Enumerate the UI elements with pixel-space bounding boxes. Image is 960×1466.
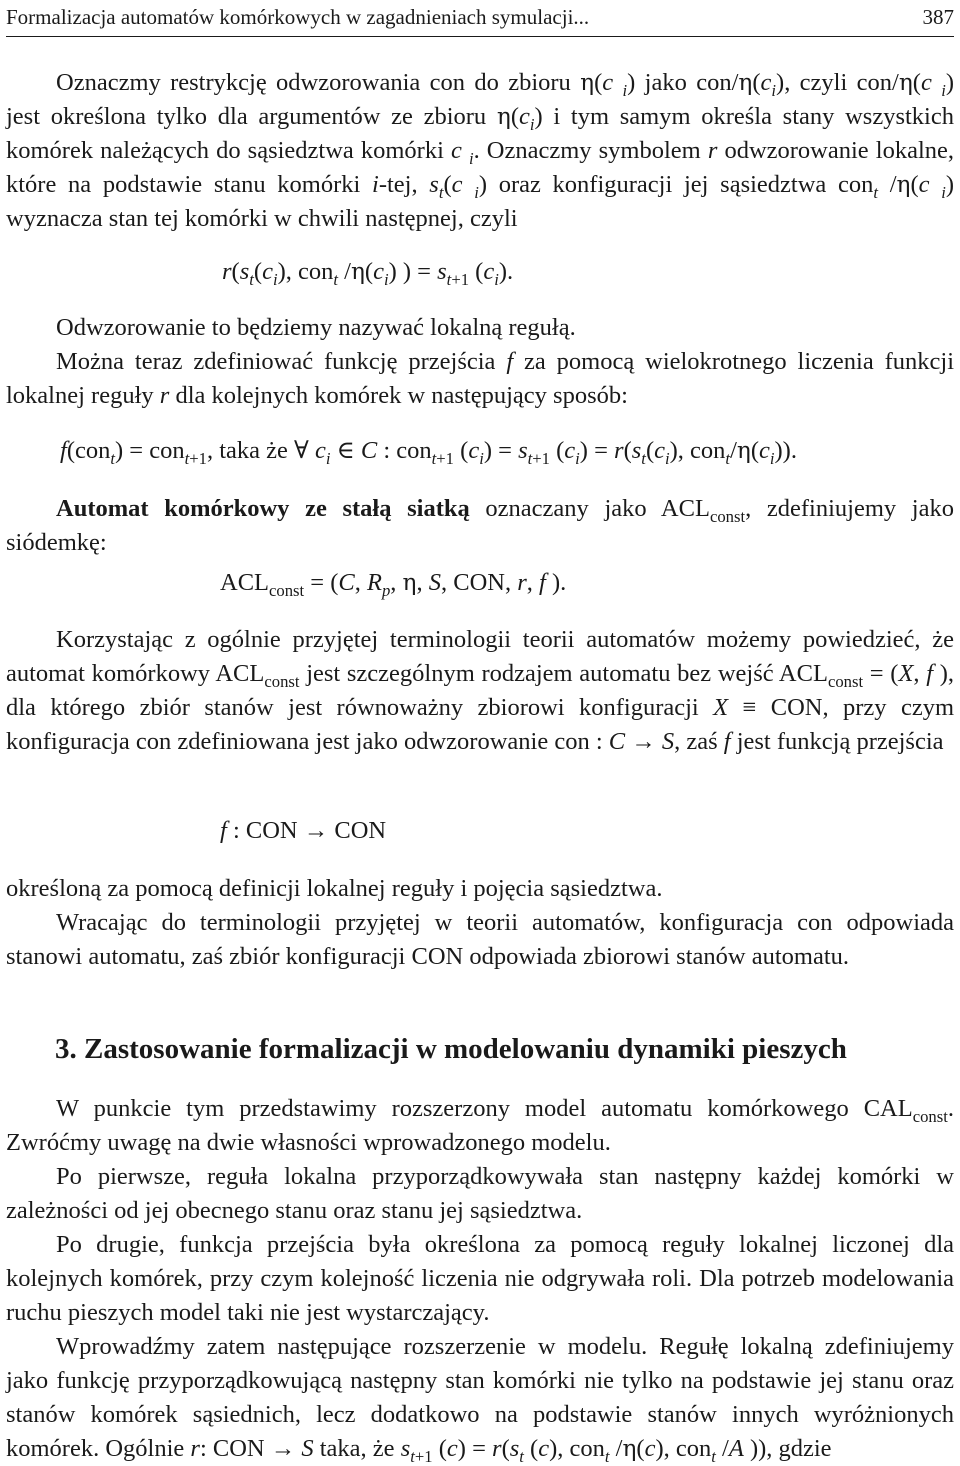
equation-acl-tuple: $ACL_{const} = (C$, $R_p$, η, S, CON, r, f ). xyxy=(220,569,567,600)
equation-transition: f(con$_t$) = con$_{t+1}$, taka że ∀ $c_i$ ∈ C : con$_{t+1}$ $(c_i) = s_{t+1}$ $(c_i) = r(s_t(c_i)$, $con_t/\eta(c_i)$). xyxy=(60,437,797,468)
running-title: Formalizacja automatów komórkowych w zagadnieniach symulacji... xyxy=(6,5,590,29)
defined-term: Automat komórkowy ze stałą siatką xyxy=(56,495,470,522)
paragraph-transition-function: Można teraz zdefiniować funkcję przejścia f za pomocą wielokrotnego liczenia funkcji lokalnej reguły r dla kolejnych komórek w następujący sposób: xyxy=(6,348,954,409)
paragraph-first-property: Po pierwsze, reguła lokalna przyporządkowywała stan następny każdej komórki w zależności od jej obecnego stanu oraz stanu jej sąsiedztwa. xyxy=(6,1163,954,1224)
paragraph-extended-model: W punkcie tym przedstawimy rozszerzony model automatu komórkowego $CAL_{const}$. Zwróćmy uwagę na dwie własności wprowadzonego modelu. xyxy=(6,1095,954,1156)
header-rule xyxy=(6,36,954,37)
paragraph-restriction: Oznaczmy restrykcję odwzorowania con do zbioru η(c $_i$) jako con/$\eta(c_i)$, czyli con/η(c $_i$) jest określona tylko dla argumentów ze zbioru $\eta(c_i)$ i tym samym określa stany wszystkich komórek należących do sąsiedztwa komórki c $_i$. Oznaczmy symbolem r odwzorowanie lokalne, które na podstawie stanu komórki i-tej, $s_t(c$ $_i$) oraz konfiguracji jej sąsiedztwa con$_t$ /η(c $_i$) wyznacza stan tej komórki w chwili następnej, czyli xyxy=(6,69,955,232)
paragraph-extension: Wprowadźmy zatem następujące rozszerzenie w modelu. Regułę lokalną zdefiniujemy jako funkcję przyporządkowującą następny stan komórki nie tylko na podstawie jej stanu oraz stanów komórek sąsiednich, lecz dodatkowo na podstawie stanów innych wyróżnionych komórek. Ogólnie r: CON → S taka, że $s_{t+1}$ $(c) = r(s_t$ (c), con$_t$ /η(c), con$_t$ /A )), gdzie xyxy=(6,1333,954,1466)
paragraph-defined-by: określoną za pomocą definicji lokalnej reguły i pojęcia sąsiedztwa. xyxy=(6,875,663,902)
running-header xyxy=(6,4,954,30)
paragraph-terminology: Wracając do terminologii przyjętej w teorii automatów, konfiguracja con odpowiada stanowi automatu, zaś zbiór konfiguracji CON odpowiada zbiorowi stanów automatu. xyxy=(6,909,954,970)
page-number: 387 xyxy=(922,5,954,29)
paragraph-second-property: Po drugie, funkcja przejścia była określona za pomocą reguły lokalnej liczonej dla kolejnych komórek, przy czym kolejność liczenia nie odgrywała roli. Dla potrzeb modelowania ruchu pieszych model taki nie jest wystarczający. xyxy=(6,1231,954,1326)
equation-mapping: f : CON → CON xyxy=(220,817,387,844)
section-heading: 3. Zastosowanie formalizacji w modelowaniu dynamiki pieszych xyxy=(55,1033,847,1065)
paragraph-acl-definition: Automat komórkowy ze stałą siatką oznaczany jako $ACL_{const}$, zdefiniujemy jako siódemkę: xyxy=(6,495,954,556)
paragraph-automata-theory: Korzystając z ogólnie przyjętej terminologii teorii automatów możemy powiedzieć, że automat komórkowy $ACL_{const}$ jest szczególnym rodzajem automatu bez wejść $ACL_{const} = (X$, f ), dla którego zbiór stanów jest równoważny zbiorowi konfiguracji X ≡ CON, przy czym konfiguracja con zdefiniowana jest jako odwzorowanie con : C → S, zaś f jest funkcją przejścia xyxy=(6,626,955,755)
paragraph-local-rule-name: Odwzorowanie to będziemy nazywać lokalną regułą. xyxy=(56,314,576,341)
equation-local-rule: $r(s_t(c_i)$, con$_t$ $/\eta(c_i)$ ) = $s_{t+1}$ $(c_i)$. xyxy=(222,258,514,289)
